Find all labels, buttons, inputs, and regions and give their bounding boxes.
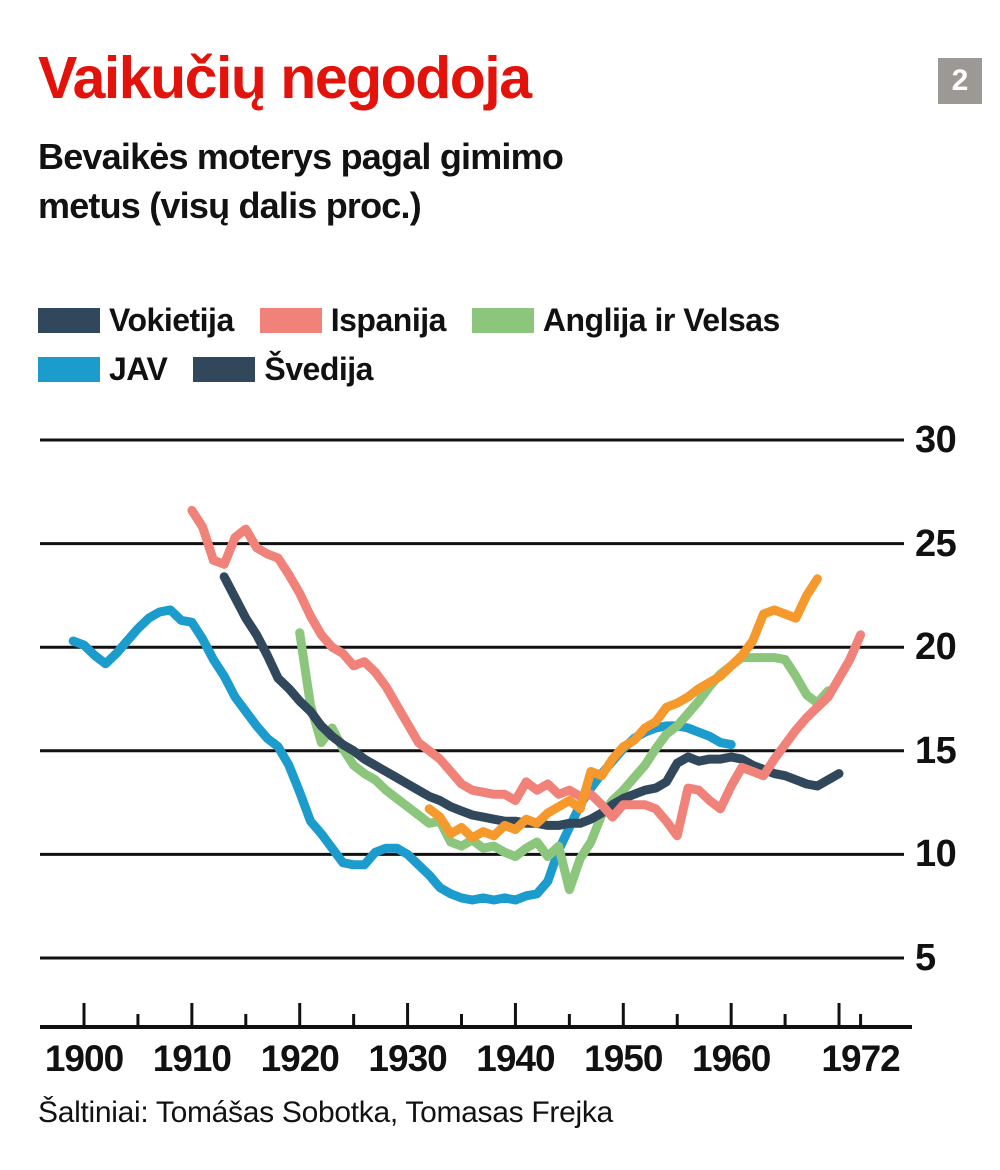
x-axis-label-1972: 1972 <box>821 1038 900 1079</box>
legend-label: Anglija ir Velsas <box>542 302 780 338</box>
x-axis-label-1950: 1950 <box>584 1038 663 1079</box>
x-axis-label-1900: 1900 <box>44 1038 124 1079</box>
chart-subtitle-line1: Bevaikės moterys pagal gimimo <box>38 136 564 177</box>
page-title: Vaikučių negodoja <box>38 45 531 111</box>
source-note: Šaltiniai: Tomášas Sobotka, Tomasas Frejka <box>38 1096 613 1129</box>
y-axis-label-15: 15 <box>915 729 957 772</box>
x-axis-label-1910: 1910 <box>152 1038 232 1079</box>
y-axis-label-5: 5 <box>915 937 936 979</box>
y-axis-label-20: 20 <box>915 626 957 669</box>
legend-label: Vokietija <box>109 302 234 338</box>
series-line-ispanija <box>192 510 861 835</box>
x-axis-label-1940: 1940 <box>476 1038 555 1079</box>
legend-label: JAV <box>109 351 168 387</box>
x-axis-label-1930: 1930 <box>368 1038 447 1079</box>
x-axis-label-1920: 1920 <box>260 1038 339 1079</box>
legend-label: Ispanija <box>330 302 446 338</box>
y-axis-label-10: 10 <box>915 833 957 876</box>
chart-subtitle-line2: metus (visų dalis proc.) <box>38 185 421 226</box>
y-axis-label-30: 30 <box>915 419 957 461</box>
series-line-jav <box>73 610 731 900</box>
y-axis-label-25: 25 <box>915 522 957 565</box>
page-number-badge: 2 <box>938 58 982 104</box>
legend-label: Švedija <box>264 351 373 387</box>
x-axis-label-1960: 1960 <box>692 1038 771 1079</box>
